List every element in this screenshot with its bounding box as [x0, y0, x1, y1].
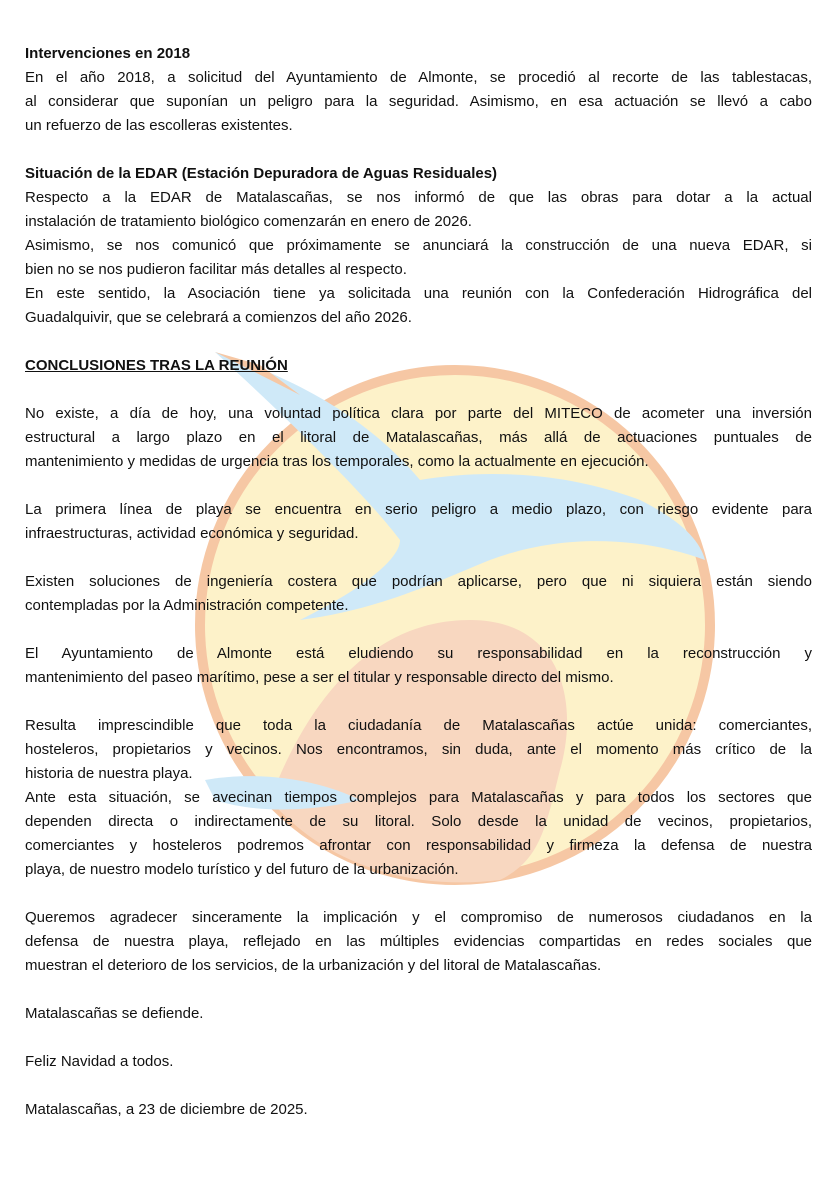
- text-line: Intervenciones en 2018: [25, 45, 191, 62]
- paragraph: [25, 1050, 812, 1074]
- text-line: Respecto a la EDAR de Matalascañas, se nos informó de que las obras para dotar a la actual: [25, 189, 812, 206]
- paragraph-spacer: [25, 474, 812, 498]
- paragraph: [25, 282, 812, 330]
- text-line: Queremos agradecer sinceramente la implicación y el compromiso de numerosos ciudadanos en la: [25, 909, 812, 926]
- text-line: al considerar que suponían un peligro para la seguridad. Asimismo, en esa actuación se llevó a cabo: [25, 93, 812, 110]
- text-line: Ante esta situación, se avecinan tiempos complejos para Matalascañas y para todos los sectores que: [25, 789, 812, 806]
- paragraph: [25, 66, 812, 138]
- text-line: Situación de la EDAR (Estación Depuradora de Aguas Residuales): [25, 165, 498, 182]
- paragraph-spacer: [25, 378, 812, 402]
- paragraph-spacer: [25, 330, 812, 354]
- paragraph: [25, 234, 812, 282]
- paragraph: [25, 186, 812, 234]
- paragraph: [25, 714, 812, 786]
- section-heading: [25, 162, 812, 186]
- text-line: Asimismo, se nos comunicó que próximamente se anunciará la construcción de una nueva EDAR, si: [25, 237, 812, 254]
- text-line: comerciantes y hosteleros podremos afrontar con responsabilidad y firmeza la defensa de nuestra: [25, 837, 812, 854]
- text-line: En el año 2018, a solicitud del Ayuntamiento de Almonte, se procedió al recorte de las tablestacas,: [25, 69, 812, 86]
- text-line: muestran el deterioro de los servicios, de la urbanización y del litoral de Matalascañas.: [25, 957, 602, 974]
- text-line: El Ayuntamiento de Almonte está eludiendo su responsabilidad en la reconstrucción y: [25, 645, 812, 662]
- paragraph: [25, 1002, 812, 1026]
- paragraph-spacer: [25, 138, 812, 162]
- text-line: historia de nuestra playa.: [25, 765, 193, 782]
- paragraph-spacer: [25, 1026, 812, 1050]
- paragraph: [25, 498, 812, 546]
- text-line: Resulta imprescindible que toda la ciudadanía de Matalascañas actúe unida: comerciantes,: [25, 717, 812, 734]
- text-line: Feliz Navidad a todos.: [25, 1053, 174, 1070]
- text-line: contempladas por la Administración competente.: [25, 597, 349, 614]
- paragraph: [25, 642, 812, 690]
- text-line: mantenimiento y medidas de urgencia tras los temporales, como la actualmente en ejecución.: [25, 453, 649, 470]
- text-line: hosteleros, propietarios y vecinos. Nos encontramos, sin duda, ante el momento más crítico de la: [25, 741, 812, 758]
- text-line: En este sentido, la Asociación tiene ya solicitada una reunión con la Confederación Hidrográfica del: [25, 285, 812, 302]
- text-line: dependen directa o indirectamente de su litoral. Solo desde la unidad de vecinos, propietarios,: [25, 813, 812, 830]
- text-line: bien no se nos pudieron facilitar más detalles al respecto.: [25, 261, 407, 278]
- paragraph-spacer: [25, 978, 812, 1002]
- paragraph-spacer: [25, 690, 812, 714]
- text-line: La primera línea de playa se encuentra en serio peligro a medio plazo, con riesgo evidente para: [25, 501, 812, 518]
- document-body: [25, 42, 812, 1122]
- text-line: No existe, a día de hoy, una voluntad política clara por parte del MITECO de acometer una inversión: [25, 405, 812, 422]
- paragraph: [25, 402, 812, 474]
- paragraph-spacer: [25, 882, 812, 906]
- text-line: defensa de nuestra playa, reflejado en las múltiples evidencias compartidas en redes sociales que: [25, 933, 812, 950]
- paragraph: [25, 570, 812, 618]
- text-line: Matalascañas se defiende.: [25, 1005, 204, 1022]
- text-line: Matalascañas, a 23 de diciembre de 2025.: [25, 1101, 308, 1118]
- text-line: playa, de nuestro modelo turístico y del futuro de la urbanización.: [25, 861, 459, 878]
- paragraph: [25, 1098, 812, 1122]
- text-line: CONCLUSIONES TRAS LA REUNIÓN: [25, 357, 288, 374]
- paragraph-spacer: [25, 546, 812, 570]
- paragraph: [25, 786, 812, 882]
- text-line: Existen soluciones de ingeniería costera que podrían aplicarse, pero que ni siquiera están siendo: [25, 573, 812, 590]
- section-heading: [25, 354, 812, 378]
- text-line: estructural a largo plazo en el litoral de Matalascañas, más allá de actuaciones puntuales de: [25, 429, 812, 446]
- text-line: Guadalquivir, que se celebrará a comienzos del año 2026.: [25, 309, 412, 326]
- section-heading: [25, 42, 812, 66]
- paragraph-spacer: [25, 1074, 812, 1098]
- paragraph-spacer: [25, 618, 812, 642]
- text-line: un refuerzo de las escolleras existentes.: [25, 117, 293, 134]
- text-line: mantenimiento del paseo marítimo, pese a ser el titular y responsable directo del mismo.: [25, 669, 614, 686]
- paragraph: [25, 906, 812, 978]
- text-line: infraestructuras, actividad económica y seguridad.: [25, 525, 359, 542]
- text-line: instalación de tratamiento biológico comenzarán en enero de 2026.: [25, 213, 472, 230]
